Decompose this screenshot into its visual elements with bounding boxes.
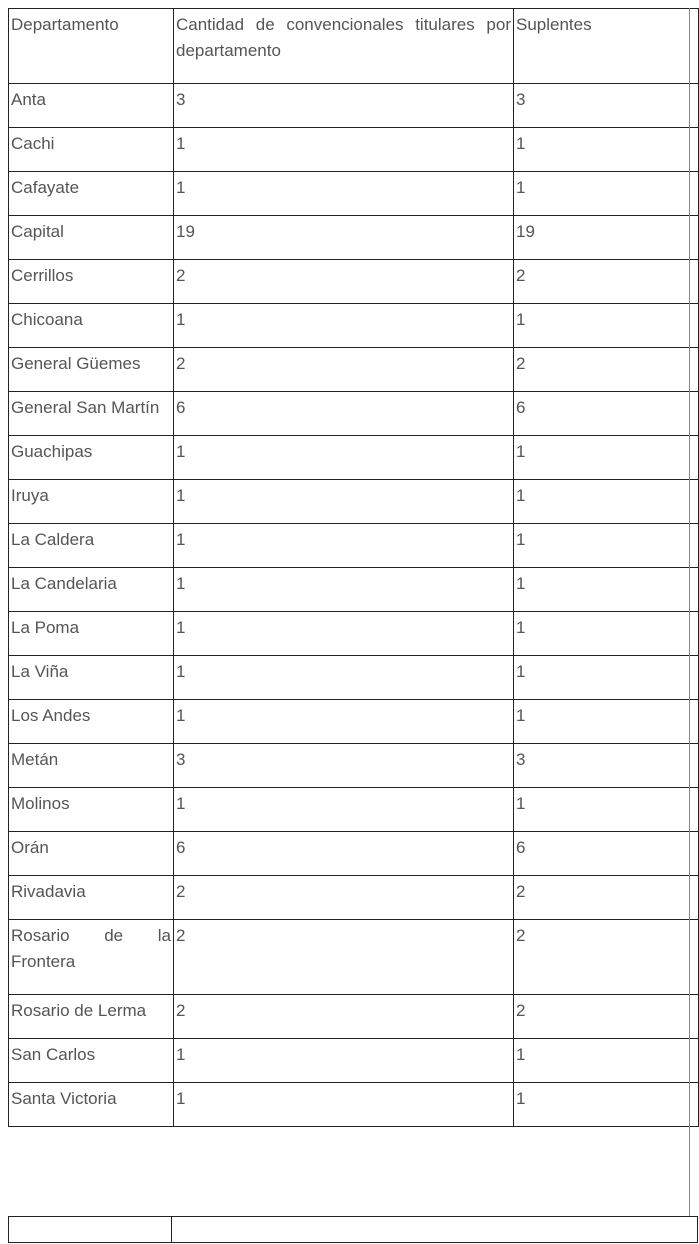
table-row bbox=[9, 524, 699, 568]
cell-titulares: 1 bbox=[174, 128, 514, 172]
cell-departamento: Rosario de Lerma bbox=[9, 995, 174, 1039]
cell-suplentes: 1 bbox=[514, 304, 699, 348]
cell-suplentes: 1 bbox=[514, 172, 699, 216]
cell-departamento: Chicoana bbox=[9, 304, 174, 348]
convencionales-table-container bbox=[8, 8, 698, 1127]
cell-titulares: 1 bbox=[174, 788, 514, 832]
cell-suplentes: 1 bbox=[514, 656, 699, 700]
footer-cell-left bbox=[8, 1217, 172, 1242]
cell-departamento: Molinos bbox=[9, 788, 174, 832]
table-row bbox=[9, 436, 699, 480]
header-suplentes: Suplentes bbox=[514, 9, 699, 84]
table-row bbox=[9, 304, 699, 348]
cell-suplentes: 6 bbox=[514, 832, 699, 876]
table-row bbox=[9, 788, 699, 832]
cell-titulares: 2 bbox=[174, 920, 514, 995]
cell-departamento: La Viña bbox=[9, 656, 174, 700]
cell-suplentes: 1 bbox=[514, 1083, 699, 1127]
cell-departamento: Rivadavia bbox=[9, 876, 174, 920]
table-row bbox=[9, 920, 699, 995]
cell-titulares: 1 bbox=[174, 172, 514, 216]
cell-suplentes: 1 bbox=[514, 788, 699, 832]
cell-suplentes: 3 bbox=[514, 744, 699, 788]
cell-titulares: 3 bbox=[174, 744, 514, 788]
cell-departamento: Rosario de la Frontera bbox=[9, 920, 174, 995]
cell-titulares: 1 bbox=[174, 1039, 514, 1083]
table-row bbox=[9, 832, 699, 876]
header-titulares: Cantidad de convencionales titulares por departamento bbox=[174, 9, 514, 84]
cell-departamento: General Güemes bbox=[9, 348, 174, 392]
cell-suplentes: 6 bbox=[514, 392, 699, 436]
cell-titulares: 1 bbox=[174, 480, 514, 524]
cell-titulares: 2 bbox=[174, 348, 514, 392]
cell-suplentes: 2 bbox=[514, 876, 699, 920]
cell-departamento: Cachi bbox=[9, 128, 174, 172]
cell-departamento: Metán bbox=[9, 744, 174, 788]
page-right-edge-divider bbox=[689, 8, 690, 1216]
table-row bbox=[9, 744, 699, 788]
cell-departamento: Santa Victoria bbox=[9, 1083, 174, 1127]
cell-departamento: Capital bbox=[9, 216, 174, 260]
cell-suplentes: 1 bbox=[514, 568, 699, 612]
convencionales-table bbox=[8, 8, 699, 1127]
cell-departamento: Guachipas bbox=[9, 436, 174, 480]
table-row bbox=[9, 480, 699, 524]
cell-titulares: 1 bbox=[174, 1083, 514, 1127]
cell-departamento: Cerrillos bbox=[9, 260, 174, 304]
cell-titulares: 19 bbox=[174, 216, 514, 260]
cell-suplentes: 1 bbox=[514, 1039, 699, 1083]
cell-suplentes: 1 bbox=[514, 612, 699, 656]
cell-suplentes: 1 bbox=[514, 480, 699, 524]
table-row bbox=[9, 995, 699, 1039]
cell-suplentes: 2 bbox=[514, 920, 699, 995]
table-row bbox=[9, 700, 699, 744]
table-header-row bbox=[9, 9, 699, 84]
table-row bbox=[9, 128, 699, 172]
table-row bbox=[9, 348, 699, 392]
table-row bbox=[9, 392, 699, 436]
table-row bbox=[9, 260, 699, 304]
cell-titulares: 2 bbox=[174, 995, 514, 1039]
cell-titulares: 1 bbox=[174, 304, 514, 348]
cell-departamento: La Poma bbox=[9, 612, 174, 656]
cell-departamento: Orán bbox=[9, 832, 174, 876]
cell-suplentes: 1 bbox=[514, 128, 699, 172]
cell-departamento: General San Martín bbox=[9, 392, 174, 436]
cell-departamento: La Candelaria bbox=[9, 568, 174, 612]
table-row bbox=[9, 84, 699, 128]
cell-suplentes: 2 bbox=[514, 348, 699, 392]
cell-suplentes: 3 bbox=[514, 84, 699, 128]
table-row bbox=[9, 216, 699, 260]
cell-departamento: Iruya bbox=[9, 480, 174, 524]
cell-titulares: 1 bbox=[174, 612, 514, 656]
cell-suplentes: 19 bbox=[514, 216, 699, 260]
cell-departamento: San Carlos bbox=[9, 1039, 174, 1083]
cell-titulares: 1 bbox=[174, 700, 514, 744]
cell-titulares: 1 bbox=[174, 436, 514, 480]
cell-titulares: 1 bbox=[174, 524, 514, 568]
table-row bbox=[9, 568, 699, 612]
table-row bbox=[9, 1083, 699, 1127]
table-row bbox=[9, 876, 699, 920]
cell-suplentes: 2 bbox=[514, 260, 699, 304]
cell-suplentes: 1 bbox=[514, 436, 699, 480]
cell-departamento: Anta bbox=[9, 84, 174, 128]
cell-departamento: Cafayate bbox=[9, 172, 174, 216]
table-row bbox=[9, 172, 699, 216]
cell-departamento: Los Andes bbox=[9, 700, 174, 744]
cell-titulares: 2 bbox=[174, 260, 514, 304]
cell-departamento: La Caldera bbox=[9, 524, 174, 568]
footer-cell-right bbox=[172, 1217, 698, 1242]
table-footer-empty-row bbox=[8, 1216, 698, 1243]
cell-titulares: 6 bbox=[174, 392, 514, 436]
table-row bbox=[9, 656, 699, 700]
cell-titulares: 6 bbox=[174, 832, 514, 876]
cell-titulares: 1 bbox=[174, 568, 514, 612]
table-row bbox=[9, 1039, 699, 1083]
cell-titulares: 3 bbox=[174, 84, 514, 128]
cell-titulares: 1 bbox=[174, 656, 514, 700]
cell-titulares: 2 bbox=[174, 876, 514, 920]
cell-suplentes: 2 bbox=[514, 995, 699, 1039]
table-row bbox=[9, 612, 699, 656]
header-departamento: Departamento bbox=[9, 9, 174, 84]
cell-suplentes: 1 bbox=[514, 700, 699, 744]
cell-suplentes: 1 bbox=[514, 524, 699, 568]
